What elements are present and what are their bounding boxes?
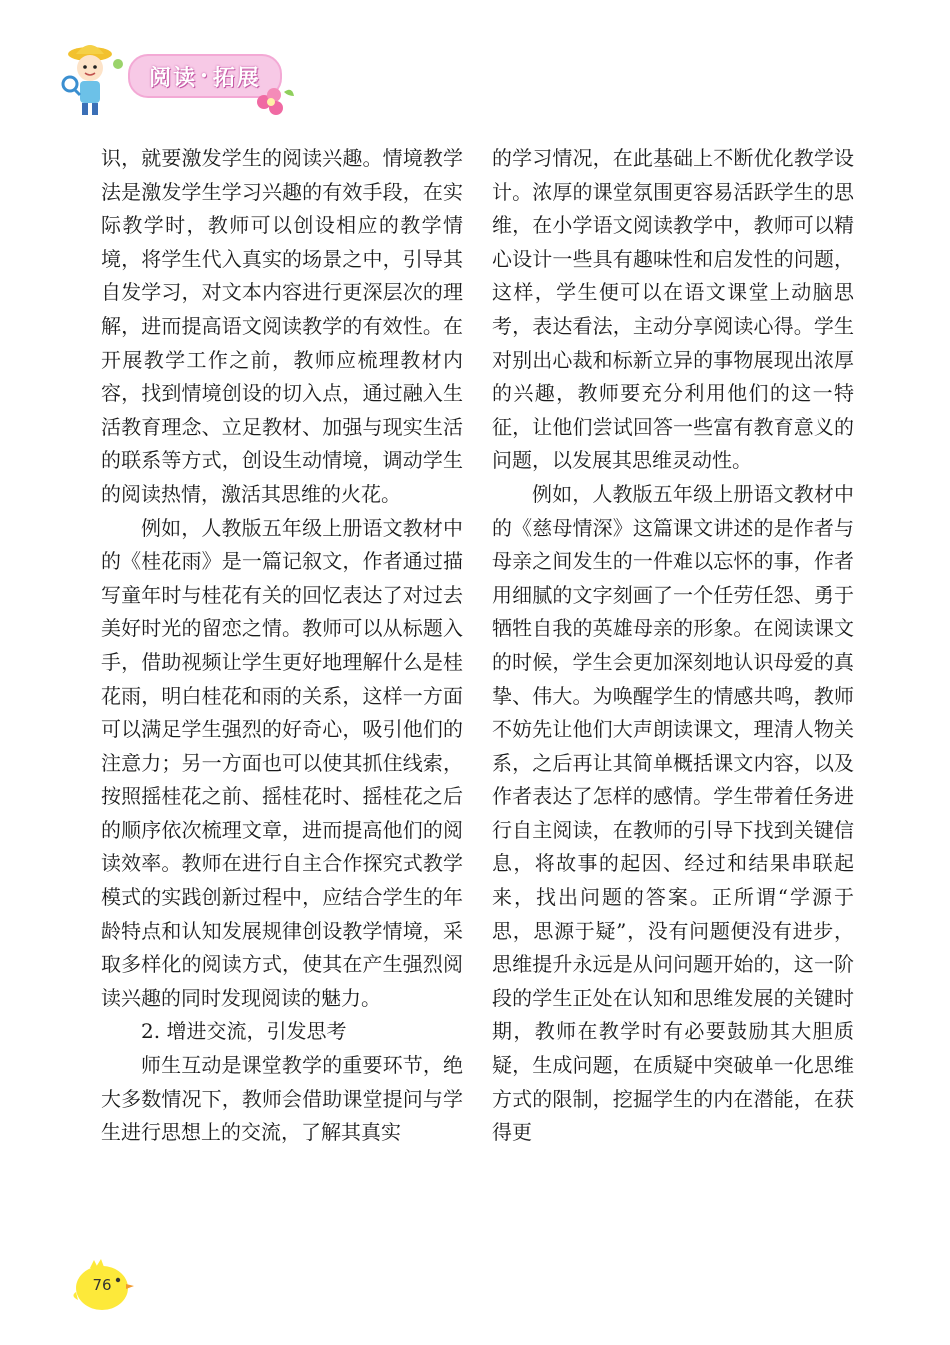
paragraph: 的学习情况，在此基础上不断优化教学设计。浓厚的课堂氛围更容易活跃学生的思维，在小学语文阅读教学中，教师可以精心设计一些具有趣味性和启发性的问题，这样，学生便可以在语文课堂上动脑思考，表达看法，主动分享阅读心得。学生对别出心裁和标新立异的事物展现出浓厚的兴趣，教师要充分利用他们的这一特征，让他们尝试回答一些富有教育意义的问题，以发展其思维灵动性。 — [492, 146, 854, 473]
paragraph: 识，就要激发学生的阅读兴趣。情境教学法是激发学生学习兴趣的有效手段，在实际教学时，教师可以创设相应的教学情境，将学生代入真实的场景之中，引导其自发学习，对文本内容进行更深层次的理解，进而提高语文阅读教学的有效性。在开展教学工作之前，教师应梳理教材内容，找到情境创设的切入点，通过融入生活教育理念、立足教材、加强与现实生活的联系等方式，创设生动情境，调动学生的阅读热情，激活其思维的火花。 — [101, 146, 463, 506]
banner-right-text: 拓展 — [212, 65, 261, 91]
banner-left-text: 阅读 — [149, 65, 198, 91]
paragraph: 例如，人教版五年级上册语文教材中的《慈母情深》这篇课文讲述的是作者与母亲之间发生的一件难以忘怀的事，作者用细腻的文字刻画了一个任劳任怨、勇于牺牲自我的英雄母亲的形象。在阅读课文的时候，学生会更加深刻地认识母爱的真挚、伟大。为唤醒学生的情感共鸣，教师不妨先让他们大声朗读课文，理清人物关系，之后再让其简单概括课文内容，以及作者表达了怎样的感情。学生带着任务进行自主阅读，在教师的引导下找到关键信息，将故事的起因、经过和结果串联起来，找出问题的答案。正所谓“学源于思，思源于疑”，没有问题便没有进步，思维提升永远是从问问题开始的，这一阶段的学生正处在认知和思维发展的关键时期，教师在教学时有必要鼓励其大胆质疑，生成问题，在质疑中突破单一化思维方式的限制，挖掘学生的内在潜能，在获得更 — [492, 481, 854, 1145]
paragraph: 师生互动是课堂教学的重要环节，绝大多数情况下，教师会借助课堂提问与学生进行思想上的交流，了解其真实 — [101, 1053, 463, 1145]
paragraph: 例如，人教版五年级上册语文教材中的《桂花雨》是一篇记叙文，作者通过描写童年时与桂花有关的回忆表达了对过去美好时光的留恋之情。教师可以从标题入手，借助视频让学生更好地理解什么是桂花雨，明白桂花和雨的关系，这样一方面可以满足学生强烈的好奇心，吸引他们的注意力；另一方面也可以使其抓住线索，按照摇桂花之前、摇桂花时、摇桂花之后的顺序依次梳理文章，进而提高他们的阅读效率。教师在进行自主合作探究式教学模式的实践创新过程中，应结合学生的年龄特点和认知发展规律创设教学情境，采取多样化的阅读方式，使其在产生强烈阅读兴趣的同时发现阅读的魅力。 — [101, 515, 463, 1010]
right-column — [492, 142, 854, 1150]
left-column — [101, 142, 463, 1150]
mascot-icon — [60, 40, 132, 120]
banner-separator: • — [200, 69, 210, 83]
page-number-badge — [66, 1258, 138, 1314]
page-header — [60, 40, 300, 120]
page-number: 76 — [92, 1276, 112, 1294]
section-heading: 2. 增进交流，引发思考 — [141, 1019, 347, 1044]
flower-icon — [250, 82, 296, 122]
